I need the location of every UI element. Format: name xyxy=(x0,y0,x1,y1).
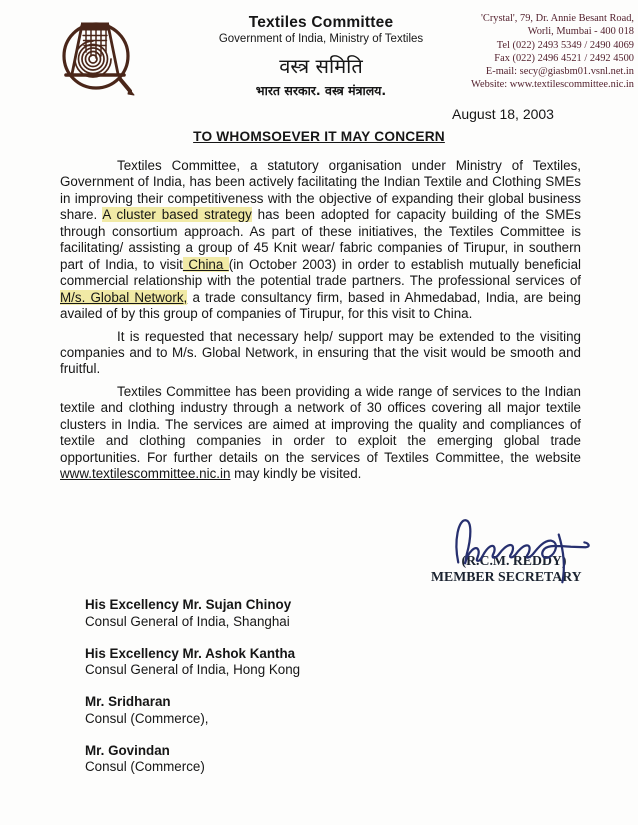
address-line: Worli, Mumbai - 400 018 xyxy=(527,26,634,38)
address-website: Website: www.textilescommittee.nic.in xyxy=(471,79,634,91)
org-subtitle-hindi: भारत सरकार. वस्त्र मंत्रालय. xyxy=(255,83,387,98)
handwritten-signature-icon xyxy=(446,504,602,588)
signature-block xyxy=(418,504,610,589)
recipient-item xyxy=(85,743,300,776)
org-subtitle: Government of India, Ministry of Textiles xyxy=(218,33,424,45)
org-name: Textiles Committee xyxy=(248,14,394,31)
body-text: (in October 2003) in order to establish mutually beneficial commercial relationship with the potential trade partners. The professional services of xyxy=(60,256,581,289)
signatory-name: (R.C.M. REDDY) xyxy=(461,553,567,568)
address-line: 'Crystal', 79, Dr. Annie Besant Road, xyxy=(481,13,634,24)
paragraph-1 xyxy=(60,158,581,323)
body-text: It is requested that necessary help/ support may be extended to the visiting companies and to M/s. Global Network, in ensuring that the visit would be smooth and fruitful. xyxy=(60,328,581,377)
website-url-text: www.textilescommittee.nic.in xyxy=(60,466,231,482)
recipient-name: Mr. Govindan xyxy=(85,742,170,758)
letter-subject: TO WHOMSOEVER IT MAY CONCERN xyxy=(193,129,445,144)
recipient-title: Consul General of India, Hong Kong xyxy=(85,662,301,677)
recipient-title: Consul (Commerce) xyxy=(85,759,205,774)
paragraph-3 xyxy=(60,384,581,483)
paragraph-2 xyxy=(60,329,581,378)
body-text: a trade consultancy firm, based in Ahmedabad, India, are being availed of by this group of companies of Tirupur, for this visit to China. xyxy=(60,289,581,322)
body-text: Textiles Committee has been providing a wide range of services to the Indian textile and clothing industry through a network of 30 offices covering all major textile clusters in India. The services are aimed at improving the quality and compliances of textile and clothing companies in order to exploit the emerging global trade opportunities. For further details on the services of Textiles Committee, the website xyxy=(60,383,581,465)
body-text: has been adopted for capacity building of the SMEs through consortium approach. As part of these initiatives, the Textiles Committee is facilitating/ assisting a group of 45 Knit wear/ fabric companies of Tirupur, in southern part of India, to visit xyxy=(60,207,581,272)
address-email: E-mail: secy@giasbm01.vsnl.net.in xyxy=(485,66,634,78)
recipient-name: Mr. Sridharan xyxy=(85,694,171,709)
recipient-item xyxy=(85,694,300,727)
body-text: may kindly be visited. xyxy=(230,466,362,482)
letter-body xyxy=(60,158,581,489)
highlighted-underlined-text: M/s. Global Network, xyxy=(60,289,188,305)
textiles-committee-emblem-icon xyxy=(58,12,163,107)
highlighted-text: A cluster based strategy xyxy=(102,207,252,223)
highlighted-underlined-text: China xyxy=(182,256,229,272)
body-text: Textiles Committee, a statutory organisation under Ministry of Textiles, Government of India, has been actively facilitating the Indian Textile and Clothing SMEs in improving their competitiveness with the objective of expanding their global business share. xyxy=(60,158,581,223)
recipient-name: His Excellency Mr. Sujan Chinoy xyxy=(85,597,292,612)
recipient-title: Consul (Commerce), xyxy=(85,710,209,726)
recipient-title: Consul General of India, Shanghai xyxy=(85,613,290,629)
org-name-hindi: वस्त्र समिति xyxy=(279,54,363,78)
letterhead-address xyxy=(402,12,634,92)
recipient-item xyxy=(85,597,300,630)
letter-date: August 18, 2003 xyxy=(452,106,554,122)
signatory-title: MEMBER SECRETARY xyxy=(430,569,582,584)
recipient-item xyxy=(85,646,300,679)
address-fax: Fax (022) 2496 4521 / 2492 4500 xyxy=(494,52,634,64)
recipient-name: His Excellency Mr. Ashok Kantha xyxy=(85,645,296,661)
recipient-list xyxy=(85,597,300,791)
address-phone: Tel (022) 2493 5349 / 2490 4069 xyxy=(496,39,634,51)
